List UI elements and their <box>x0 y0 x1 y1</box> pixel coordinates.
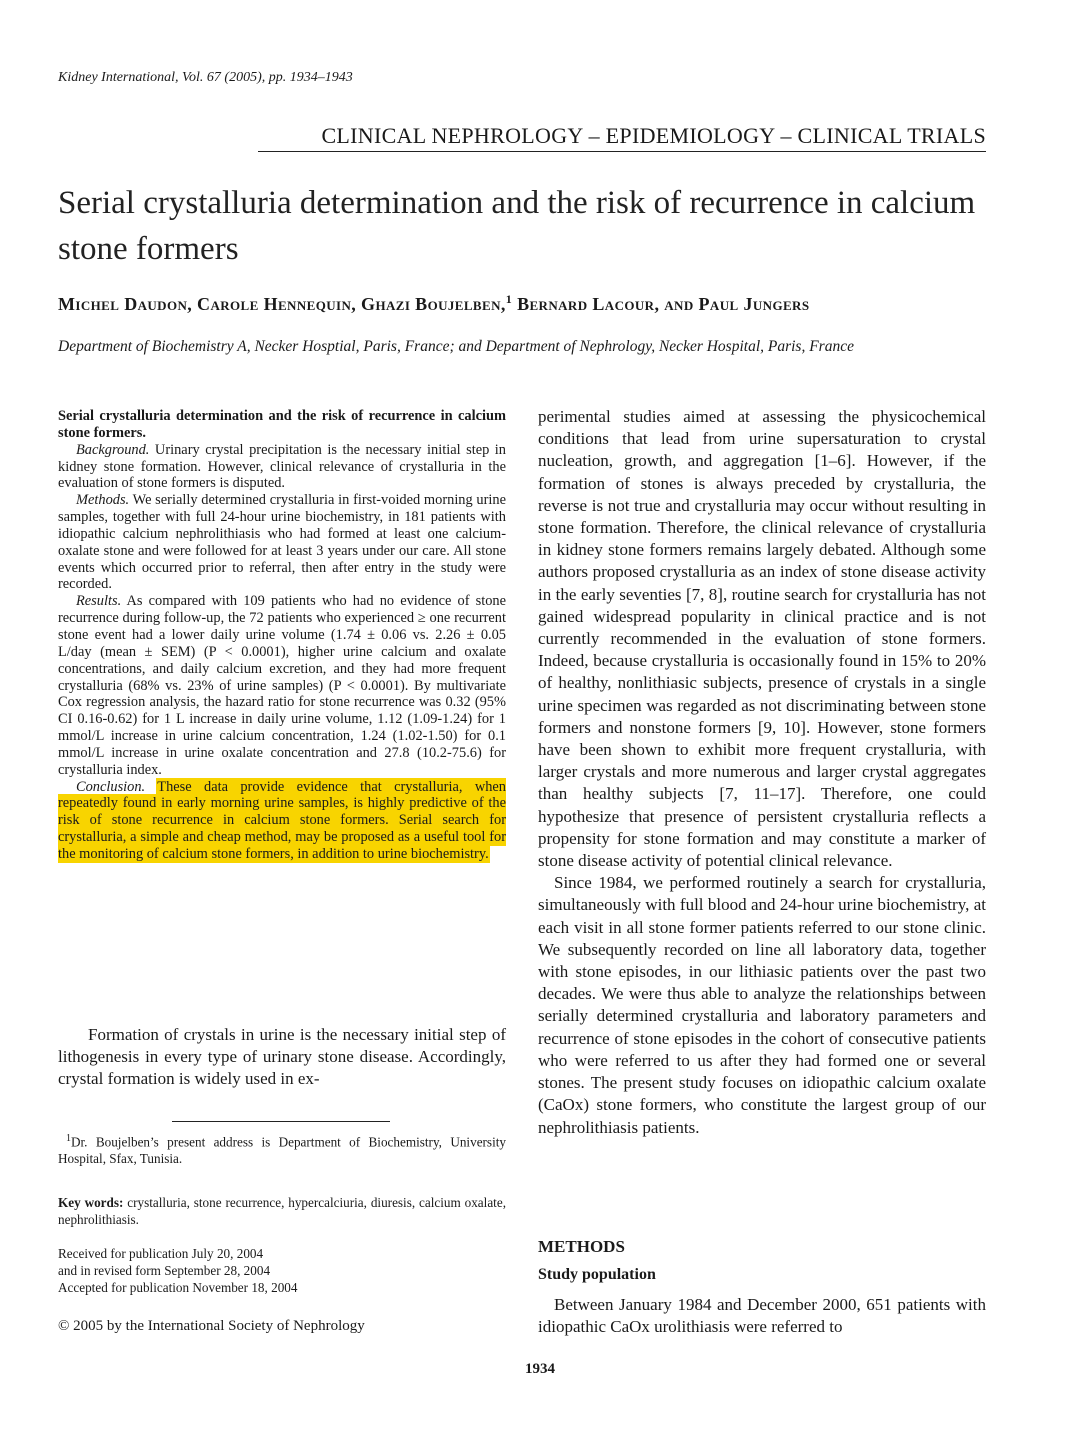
accepted-date: Accepted for publication November 18, 2004 <box>58 1280 298 1295</box>
intro-paragraph-left: Formation of crystals in urine is the necessary initial step of lithogenesis in every type of urinary stone disease. Accordingly, crystal formation is widely used in ex- <box>58 1025 506 1089</box>
methods-label: Methods. <box>76 492 130 509</box>
methods-text: We serially determined crystalluria in first-voided morning urine samples, together with full 24-hour urine biochemistry, in 181 patients with idiopathic calcium nephrolithiasis who had formed at least one calcium-oxalate stone and were followed for at least 3 years under our care. All stone events which occurred prior to referral, then after entry in the study were recorded. <box>58 492 506 593</box>
authors-first: Michel Daudon, Carole Hennequin, Ghazi Boujelben, <box>58 294 506 314</box>
intro-right-column <box>538 406 986 1139</box>
keywords-label: Key words: <box>58 1195 124 1210</box>
background-label: Background. <box>76 441 150 458</box>
conclusion-highlighted-text: These data provide evidence that crystalluria, when repeatedly found in early morning urine samples, is highly predictive of the risk of stone recurrence in calcium stone formers. Serial search for crystalluria, a simple and cheap method, may be proposed as a useful tool for the monitoring of calcium stone formers, in addition to urine biochemistry. <box>58 778 506 862</box>
journal-citation: Kidney International, Vol. 67 (2005), pp. 1934–1943 <box>58 70 353 85</box>
footnote-divider <box>172 1121 390 1122</box>
intro-paragraph-1: perimental studies aimed at assessing the physicochemical conditions that lead from urine supersaturation to crystal nucleation, growth, and aggregation [1–6]. However, if the formation of stones is always preceded by crystalluria, the reverse is not true and crystalluria may occur without resulting in stone formation. Therefore, the clinical relevance of crystalluria in kidney stone formers remains largely debated. Although some authors proposed crystalluria as an index of stone disease activity in the early seventies [7, 8], routine search for crystalluria has not gained widespread popularity in clinical practice and is not currently recommended in the evaluation of stone formers. Indeed, because crystalluria is occasionally found in 15% to 20% of healthy, nonlithiasic subjects, presence of crystals in a single urine specimen was regarded as not discriminating between stone formers and nonstone formers [9, 10]. However, stone formers have been shown to exhibit more frequent crystalluria, with larger crystals and more numerous and larger crystal aggregates than healthy subjects [7, 11–17]. Therefore, one could hypothesize that presence of persistent crystalluria reflects a propensity for stone formation and may constitute a marker of stone disease activity of potential clinical relevance. <box>538 407 986 871</box>
study-population-heading: Study population <box>538 1266 656 1283</box>
results-label: Results. <box>76 593 122 610</box>
abstract-title: Serial crystalluria determination and the risk of recurrence in calcium stone formers. <box>58 408 506 441</box>
authors-rest: Bernard Lacour, and Paul Jungers <box>512 294 810 314</box>
background-text: Urinary crystal precipitation is the necessary initial step in kidney stone formation. However, clinical relevance of crystalluria in the evaluation of stone formers is disputed. <box>58 441 506 492</box>
section-heading: CLINICAL NEPHROLOGY – EPIDEMIOLOGY – CLINICAL TRIALS <box>258 124 986 152</box>
article-title: Serial crystalluria determination and the risk of recurrence in calcium stone formers <box>58 185 976 267</box>
abstract-results <box>58 593 506 778</box>
copyright: © 2005 by the International Society of Nephrology <box>58 1318 365 1334</box>
abstract-methods <box>58 492 506 593</box>
abstract <box>58 408 506 863</box>
author-list <box>58 292 1048 315</box>
abstract-background <box>58 442 506 493</box>
page-number: 1934 <box>525 1361 555 1377</box>
publication-dates <box>58 1245 506 1296</box>
author-footnote-mark: 1 <box>505 292 513 306</box>
section-heading-block <box>258 124 986 152</box>
keywords-text: crystalluria, stone recurrence, hypercalciuria, diuresis, calcium oxalate, nephrolithiasis. <box>58 1195 506 1227</box>
methods-paragraph: Between January 1984 and December 2000, 651 patients with idiopathic CaOx urolithiasis were referred to <box>538 1295 986 1337</box>
revised-date: and in revised form September 28, 2004 <box>58 1263 271 1278</box>
results-text: As compared with 109 patients who had no evidence of stone recurrence during follow-up, the 72 patients who experienced ≥ one recurrent stone event had a lower daily urine volume (1.74 ± 0.06 vs. 2.26 ± 0.05 L/day (mean ± SEM) (P < 0.0001), higher urine calcium and oxalate concentrations, and daily calcium excretion, and they had more frequent crystalluria (68% vs. 23% of urine samples) (P < 0.0001). By multivariate Cox regression analysis, the hazard ratio for stone recurrence was 0.32 (95% CI 0.16-0.62) for 1 L increase in daily urine volume, 1.12 (1.09-1.24) for 1 mmol/L increase in urine calcium concentration, 1.24 (1.02-1.50) for 0.1 mmol/L increase in urine oxalate concentration and 27.8 (10.2-75.6) for crystalluria index. <box>58 593 506 778</box>
affiliation: Department of Biochemistry A, Necker Hosptial, Paris, France; and Department of Nephrology, Necker Hospital, Paris, France <box>58 338 854 355</box>
keywords <box>58 1194 506 1228</box>
received-date: Received for publication July 20, 2004 <box>58 1246 264 1261</box>
conclusion-label: Conclusion. <box>76 778 146 795</box>
footnote-text: Dr. Boujelben’s present address is Department of Biochemistry, University Hospital, Sfax, Tunisia. <box>58 1134 506 1167</box>
intro-paragraph-2: Since 1984, we performed routinely a search for crystalluria, simultaneously with full blood and 24-hour urine biochemistry, at each visit in all stone former patients referred to our stone clinic. We subsequently recorded on line all laboratory data, together with stone episodes, in our lithiasic patients over the past two decades. We were thus able to analyze the relationships between serially determined crystalluria and laboratory parameters and recurrence of stone episodes in the cohort of consecutive patients who were referred to us after they had formed one or several stones. The present study focuses on idiopathic calcium oxalate (CaOx) stone formers, who constitute the largest group of our nephrolithiasis patients. <box>538 873 986 1137</box>
methods-heading: METHODS <box>538 1237 625 1256</box>
footnote-mark: 1 <box>66 1133 71 1144</box>
abstract-conclusion <box>58 779 506 863</box>
footnote <box>58 1130 506 1167</box>
